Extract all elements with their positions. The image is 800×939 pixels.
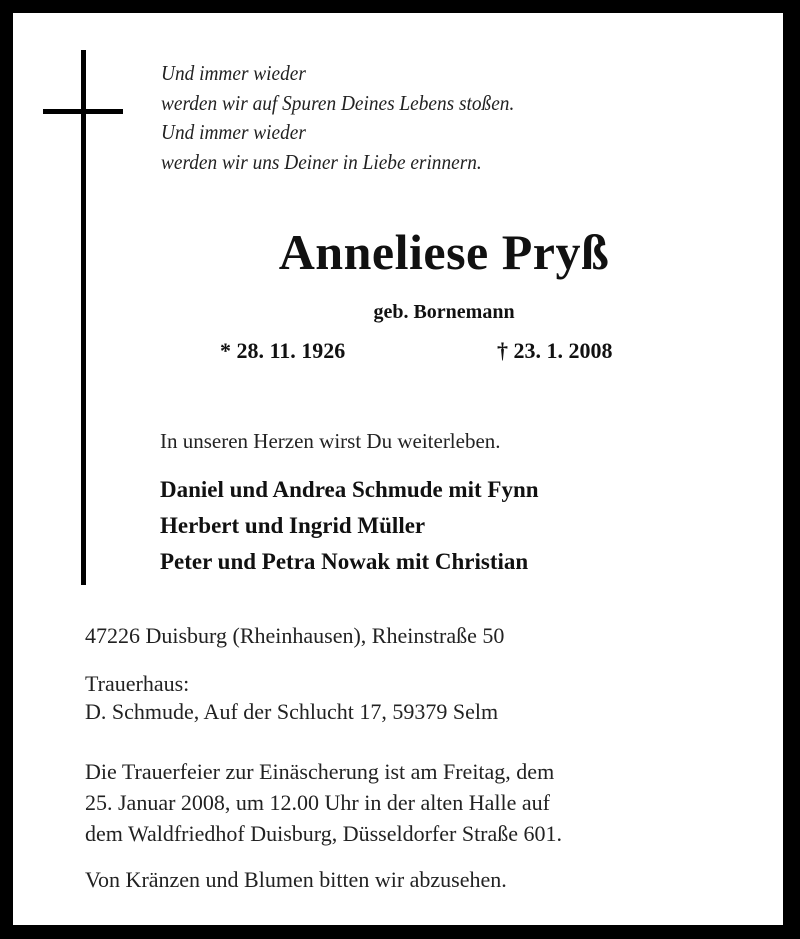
maiden-name: geb. Bornemann [373,301,515,323]
cross-horizontal-bar [43,109,123,114]
mourning-house-address: D. Schmude, Auf der Schlucht 17, 59379 Selm [85,699,499,724]
obituary-notice [13,13,783,925]
verse-line: Und immer wieder [161,61,306,85]
deceased-name: Anneliese Pryß [278,224,610,280]
verse-line: Und immer wieder [161,120,306,144]
family-list [160,472,539,580]
mourning-house [85,670,498,726]
ceremony-line: Die Trauerfeier zur Einäscherung ist am Freitag, dem [85,759,555,784]
memorial-verse [161,59,514,177]
ceremony-line: 25. Januar 2008, um 12.00 Uhr in der alten Halle auf [85,790,550,815]
birth-date: * 28. 11. 1926 [220,338,346,363]
family-member: Peter und Petra Nowak mit Christian [160,549,529,574]
closing-note: Von Kränzen und Blumen bitten wir abzusehen. [85,867,507,892]
ceremony-line: dem Waldfriedhof Duisburg, Düsseldorfer Straße 601. [85,821,563,846]
mourning-house-label: Trauerhaus: [85,671,190,696]
family-member: Herbert und Ingrid Müller [160,513,426,538]
ceremony-info [85,756,562,849]
condolence-text: In unseren Herzen wirst Du weiterleben. [160,429,501,453]
address: 47226 Duisburg (Rheinhausen), Rheinstraße 50 [85,623,505,648]
verse-line: werden wir auf Spuren Deines Lebens stoßen. [161,90,515,115]
family-member: Daniel und Andrea Schmude mit Fynn [160,477,539,502]
death-date: † 23. 1. 2008 [497,338,613,363]
verse-line: werden wir uns Deiner in Liebe erinnern. [161,149,482,174]
